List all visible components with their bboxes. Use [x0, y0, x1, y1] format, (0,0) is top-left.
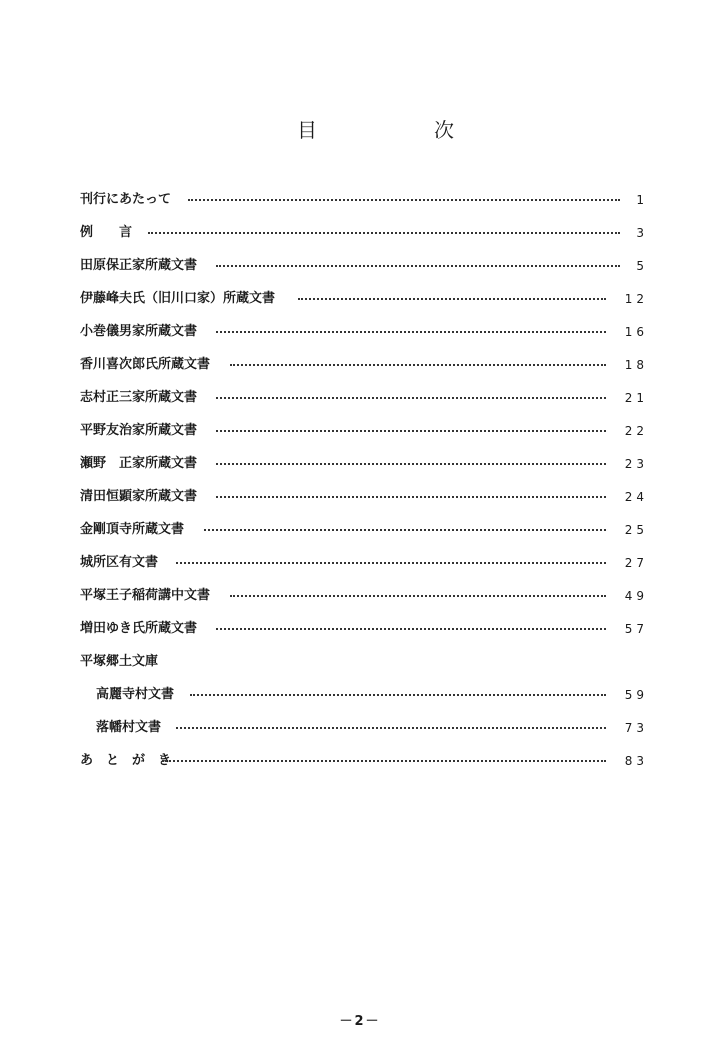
title-char-1: 目	[297, 118, 317, 142]
toc-entry[interactable]	[80, 388, 650, 408]
toc-leader-dots	[190, 694, 606, 696]
toc-leader-dots	[216, 331, 606, 333]
toc-entry-label: 瀬野 正家所蔵文書	[80, 456, 198, 471]
page-number: －2－	[339, 1014, 381, 1029]
toc-entry-page: 1	[636, 193, 648, 207]
toc-entry-label: 高麗寺村文書	[96, 687, 175, 702]
toc-leader-dots	[216, 496, 606, 498]
toc-leader-dots	[188, 199, 620, 201]
toc-leader-dots	[216, 463, 606, 465]
toc-entry-label: 田原保正家所蔵文書	[80, 258, 198, 273]
toc-leader-dots	[230, 595, 606, 597]
toc-section-heading	[80, 652, 650, 672]
toc-entry-label: 香川喜次郎氏所蔵文書	[80, 357, 211, 372]
toc-entry-label: 増田ゆき氏所蔵文書	[80, 621, 198, 636]
title-char-2: 次	[434, 118, 454, 142]
toc-leader-dots	[162, 760, 606, 762]
toc-entry[interactable]	[80, 355, 650, 375]
toc-entry[interactable]	[80, 223, 650, 243]
toc-entry[interactable]	[80, 421, 650, 441]
toc-leader-dots	[216, 430, 606, 432]
toc-entry[interactable]	[80, 190, 650, 210]
toc-entry-label: 小巻儀男家所蔵文書	[80, 324, 198, 339]
toc-entry-page: 83	[624, 754, 648, 768]
toc-entry-label: 伊藤峰夫氏（旧川口家）所蔵文書	[80, 291, 276, 306]
toc-leader-dots	[216, 628, 606, 630]
toc-leader-dots	[230, 364, 606, 366]
toc-entry-page: 57	[624, 622, 648, 636]
toc-entry-page: 16	[624, 325, 648, 339]
toc-subentry[interactable]	[96, 685, 650, 705]
toc-leader-dots	[298, 298, 606, 300]
toc-subentry[interactable]	[96, 718, 650, 738]
toc-entry-page: 59	[624, 688, 648, 702]
toc-entry-page: 21	[624, 391, 648, 405]
toc-entry-label: 落幡村文書	[96, 720, 162, 735]
toc-entry-page: 73	[624, 721, 648, 735]
toc-entry-page: 3	[636, 226, 648, 240]
toc-entry-page: 12	[624, 292, 648, 306]
toc-entry[interactable]	[80, 289, 650, 309]
toc-entry-page: 27	[624, 556, 648, 570]
toc-leader-dots	[216, 265, 620, 267]
toc-leader-dots	[216, 397, 606, 399]
toc-entry[interactable]	[80, 751, 650, 771]
toc-entry-label: 例 言	[80, 225, 133, 240]
toc-entry-label: 志村正三家所蔵文書	[80, 390, 198, 405]
toc-entry-label: 清田恒顕家所蔵文書	[80, 489, 198, 504]
toc-entry[interactable]	[80, 586, 650, 606]
toc-leader-dots	[176, 727, 606, 729]
toc-entry-page: 23	[624, 457, 648, 471]
toc-leader-dots	[176, 562, 606, 564]
toc-entry-page: 49	[624, 589, 648, 603]
toc-leader-dots	[148, 232, 620, 234]
toc-entry-page: 18	[624, 358, 648, 372]
toc-entry-label: 平野友治家所蔵文書	[80, 423, 198, 438]
toc-entry-label: 刊行にあたって	[80, 192, 172, 207]
toc-entry-page: 24	[624, 490, 648, 504]
toc-entry-label: あ と が き	[80, 753, 172, 768]
toc-leader-dots	[204, 529, 606, 531]
toc-entry[interactable]	[80, 520, 650, 540]
toc-entry-page: 22	[624, 424, 648, 438]
toc-entry-page: 5	[636, 259, 648, 273]
toc-entry-label: 金剛頂寺所蔵文書	[80, 522, 185, 537]
toc-entry-label: 城所区有文書	[80, 555, 159, 570]
toc-entry[interactable]	[80, 487, 650, 507]
toc-entry[interactable]	[80, 454, 650, 474]
toc-entry[interactable]	[80, 619, 650, 639]
toc-section-label: 平塚郷土文庫	[80, 654, 159, 669]
toc-entry-page: 25	[624, 523, 648, 537]
toc-entry[interactable]	[80, 553, 650, 573]
toc-entry[interactable]	[80, 322, 650, 342]
toc-entry-label: 平塚王子稲荷講中文書	[80, 588, 211, 603]
toc-entry[interactable]	[80, 256, 650, 276]
